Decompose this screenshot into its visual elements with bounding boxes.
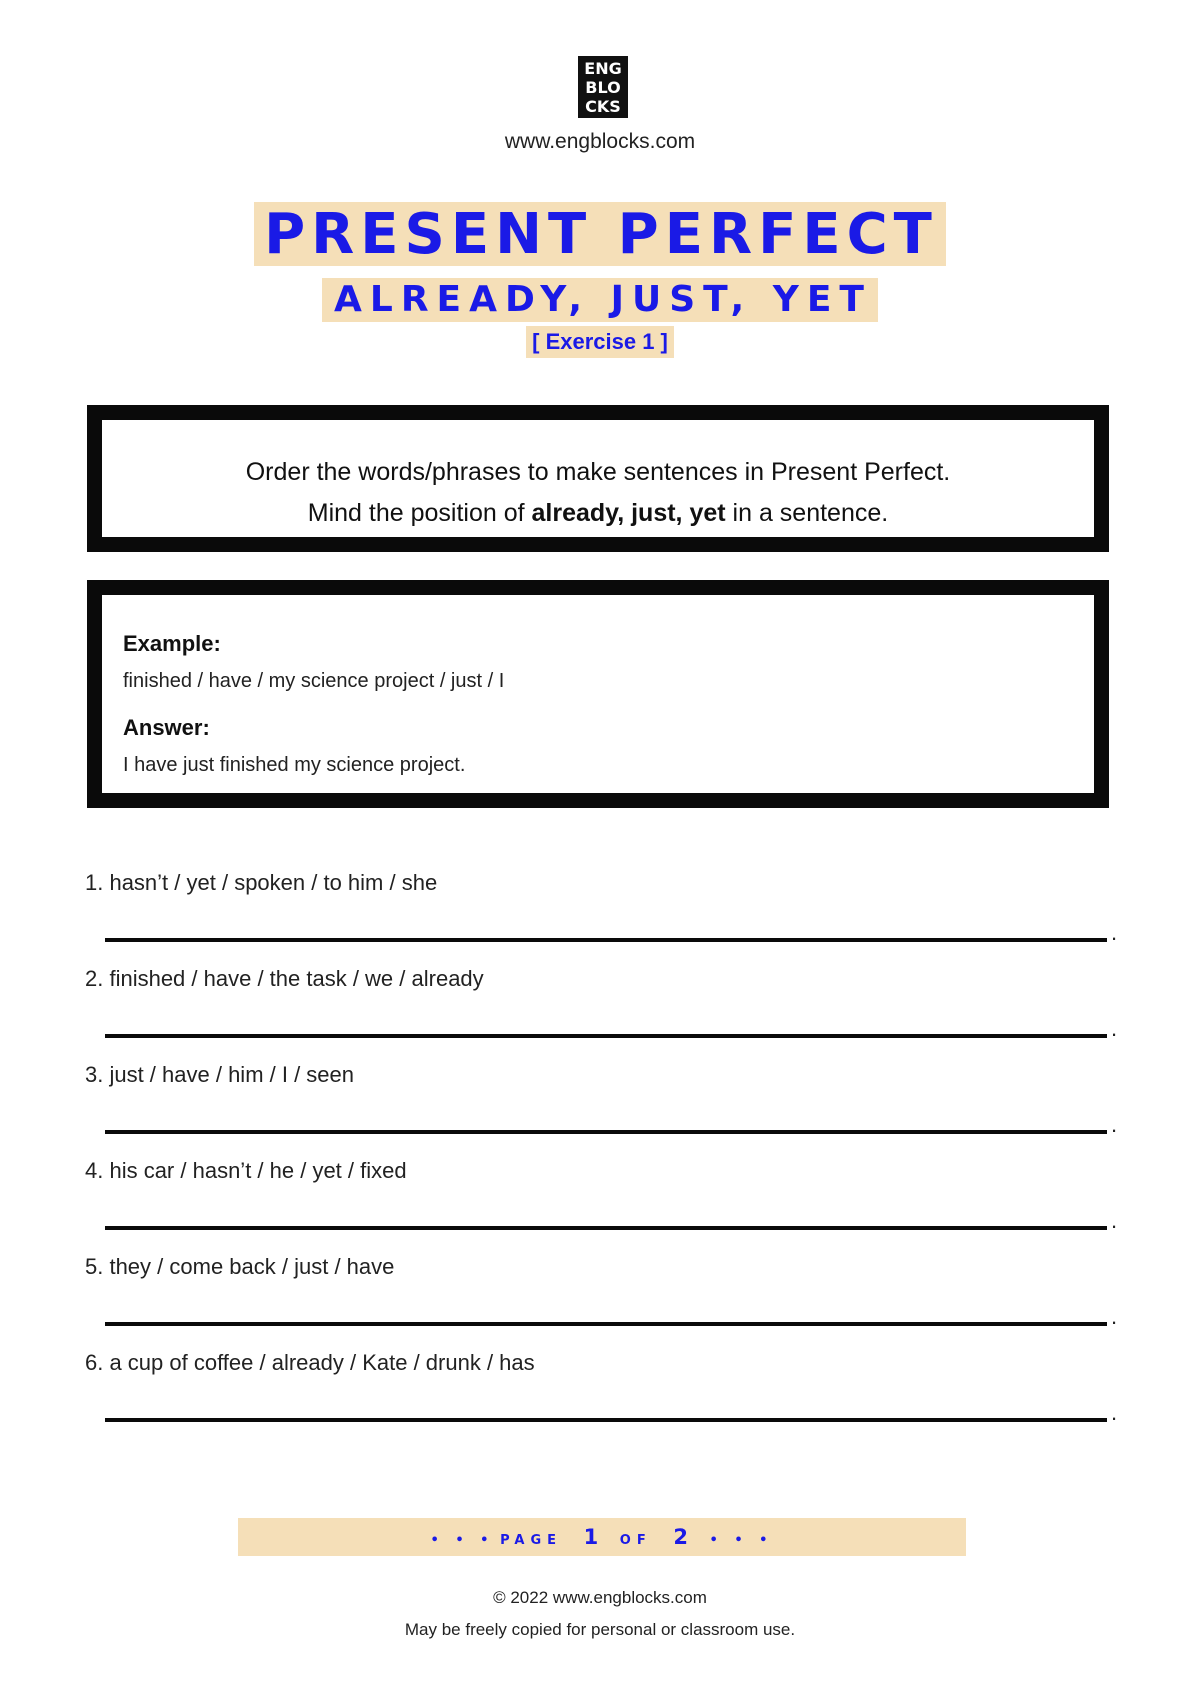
answer-line[interactable] <box>105 1226 1107 1230</box>
answer-line-period: . <box>1111 1304 1118 1329</box>
question-prompt: 1. hasn’t / yet / spoken / to him / she <box>85 870 438 895</box>
question-prompt: 6. a cup of coffee / already / Kate / drunk / has <box>85 1350 535 1375</box>
instruction-line-1: Order the words/phrases to make sentences in Present Perfect. <box>245 458 951 486</box>
question-prompt: 2. finished / have / the task / we / already <box>85 966 484 991</box>
page-dots-left: • • • <box>430 1533 495 1548</box>
answer-line[interactable] <box>105 938 1107 942</box>
question-item <box>85 964 1125 1060</box>
answer-line-period: . <box>1111 1112 1118 1137</box>
instruction-keywords: already, just, yet <box>531 499 726 527</box>
logo-line-2: BLO <box>585 78 621 97</box>
exercise-label: [ Exercise 1 ] <box>526 326 674 358</box>
page-word: PAGE <box>500 1533 563 1548</box>
question-prompt: 5. they / come back / just / have <box>85 1254 395 1279</box>
question-item <box>85 868 1125 964</box>
page-dots-right: • • • <box>709 1533 774 1548</box>
title-wrap <box>0 202 1200 266</box>
page-total: 2 <box>673 1525 688 1549</box>
question-item <box>85 1348 1125 1444</box>
exercise-wrap <box>0 326 1200 358</box>
question-item <box>85 1252 1125 1348</box>
logo-mark-icon <box>578 56 628 118</box>
answer-line[interactable] <box>105 1034 1107 1038</box>
of-word: OF <box>619 1533 652 1548</box>
instructions-box <box>87 405 1109 552</box>
answer-text: I have just finished my science project. <box>123 754 466 776</box>
logo-line-3: CKS <box>585 97 621 116</box>
page-current: 1 <box>583 1525 599 1549</box>
example-label: Example: <box>123 631 221 656</box>
page-subtitle: ALREADY, JUST, YET <box>322 278 878 322</box>
answer-line[interactable] <box>105 1130 1107 1134</box>
question-item <box>85 1156 1125 1252</box>
answer-label: Answer: <box>123 715 210 740</box>
site-url: www.engblocks.com <box>504 130 696 153</box>
engblocks-logo <box>578 56 628 118</box>
answer-line-period: . <box>1111 920 1118 945</box>
answer-line-period: . <box>1111 1208 1118 1233</box>
answer-line-period: . <box>1111 1400 1118 1425</box>
example-box <box>87 580 1109 808</box>
page-indicator <box>238 1518 966 1556</box>
answer-line-period: . <box>1111 1016 1118 1041</box>
copyright: © 2022 www.engblocks.com <box>493 1588 707 1607</box>
question-item <box>85 1060 1125 1156</box>
answer-line[interactable] <box>105 1418 1107 1422</box>
instruction-suffix: in a sentence. <box>725 499 889 527</box>
page-title: PRESENT PERFECT <box>254 202 946 266</box>
answer-line[interactable] <box>105 1322 1107 1326</box>
instruction-prefix: Mind the position of <box>307 499 532 527</box>
subtitle-wrap <box>0 278 1200 322</box>
logo-line-1: ENG <box>584 59 622 78</box>
example-text: finished / have / my science project / just / I <box>123 670 505 692</box>
license-note: May be freely copied for personal or classroom use. <box>404 1620 796 1639</box>
question-prompt: 4. his car / hasn’t / he / yet / fixed <box>85 1158 407 1183</box>
question-prompt: 3. just / have / him / I / seen <box>85 1062 355 1087</box>
instruction-line-2 <box>102 493 1094 534</box>
question-list <box>85 868 1125 1444</box>
